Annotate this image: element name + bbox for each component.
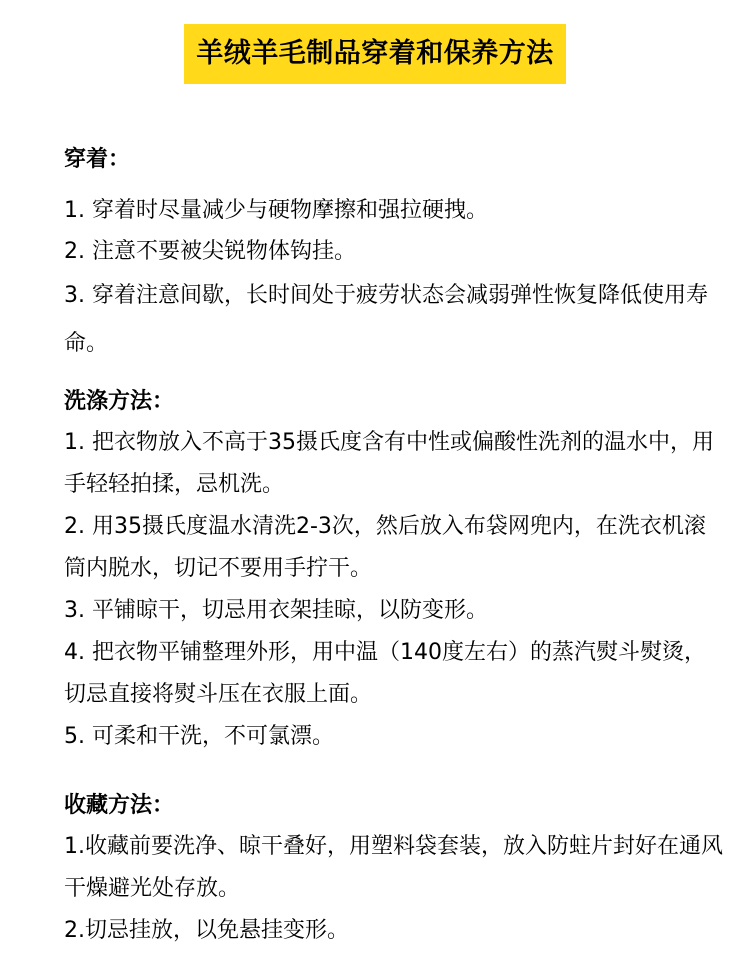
section-washing [64,386,724,758]
list-item: 3. 穿着注意间歇，长时间处于疲劳状态会减弱弹性恢复降低使用寿命。 [64,283,708,356]
list-item: 4. 把衣物平铺整理外形，用中温（140度左右）的蒸汽熨斗熨烫，切忌直接将熨斗压在衣服上面。 [64,640,706,707]
list-item: 2. 注意不要被尖锐物体钩挂。 [64,239,356,264]
section-heading-storage: 收藏方法： [64,793,175,818]
section-heading-washing: 洗涤方法： [64,389,175,414]
section-storage [64,790,724,952]
page-title: 羊绒羊毛制品穿着和保养方法 [184,24,566,84]
title-wrap [0,24,750,84]
list-item: 1.收藏前要洗净、晾干叠好，用塑料袋套装，放入防蛀片封好在通风干燥避光处存放。 [64,834,723,901]
list-item: 2. 用35摄氏度温水清洗2-3次，然后放入布袋网兜内，在洗衣机滚筒内脱水，切记不要用手拧干。 [64,514,706,581]
list-item: 1. 把衣物放入不高于35摄氏度含有中性或偏酸性洗剂的温水中，用手轻轻拍揉，忌机洗。 [64,430,714,497]
list-item: 1. 穿着时尽量减少与硬物摩擦和强拉硬拽。 [64,198,488,223]
list-item: 3. 平铺晾干，切忌用衣架挂晾，以防变形。 [64,598,488,623]
list-item: 2.切忌挂放，以免悬挂变形。 [64,918,349,943]
section-heading-wearing: 穿着： [64,147,131,172]
list-item: 5. 可柔和干洗，不可氯漂。 [64,724,334,749]
section-wearing [64,144,724,368]
